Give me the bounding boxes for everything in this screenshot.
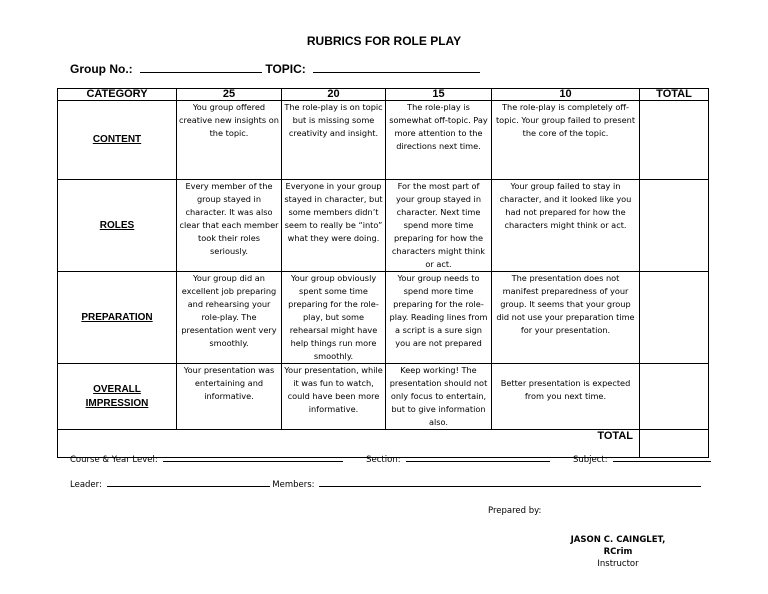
preparation-20: Your group obviously spent some time preparing for the role-play, but some rehearsal might have help things run more smoothly.	[282, 272, 386, 364]
category-content: CONTENT	[58, 101, 177, 180]
leader-label: Leader:	[70, 480, 102, 490]
group-no-label: Group No.:	[70, 62, 133, 76]
header-row	[58, 89, 709, 101]
overall-25: Your presentation was entertaining and informative.	[177, 364, 282, 430]
course-year-label: Course & Year Level:	[70, 455, 158, 465]
section-label: Section:	[366, 455, 401, 465]
group-no-blank[interactable]	[140, 61, 262, 73]
overall-total[interactable]	[640, 364, 709, 430]
group-topic-line	[70, 61, 480, 76]
subject-label: Subject:	[572, 455, 608, 465]
roles-25: Every member of the group stayed in character. It was also clear that each member took their roles seriously.	[177, 180, 282, 272]
roles-total[interactable]	[640, 180, 709, 272]
document-title: RUBRICS FOR ROLE PLAY	[306, 34, 462, 48]
category-roles: ROLES	[58, 180, 177, 272]
content-20: The role-play is on topic but is missing some creativity and insight.	[282, 101, 386, 180]
header-10: 10	[492, 89, 640, 101]
subject-blank[interactable]	[613, 453, 711, 462]
row-roles	[58, 180, 709, 272]
row-content	[58, 101, 709, 180]
overall-10: Better presentation is expected from you next time.	[492, 364, 640, 430]
signer-name: JASON C. CAINGLET, RCrim	[570, 535, 666, 557]
header-15: 15	[386, 89, 492, 101]
rubric-table	[57, 88, 709, 458]
course-year-blank[interactable]	[163, 453, 343, 462]
prepared-by-label: Prepared by:	[488, 506, 542, 516]
content-25: You group offered creative new insights on the topic.	[177, 101, 282, 180]
course-section-subject-line	[70, 453, 711, 465]
preparation-15: Your group needs to spend more time preparing for the role-play. Reading lines from a script is a sure sign you are not prepared	[386, 272, 492, 364]
signer-title: Instructor	[597, 559, 639, 569]
overall-20: Your presentation, while it was fun to watch, could have been more informative.	[282, 364, 386, 430]
roles-20: Everyone in your group stayed in character, but some members didn’t seem to really be “into” what they were doing.	[282, 180, 386, 272]
section-blank[interactable]	[406, 453, 550, 462]
category-overall-impression: OVERALL IMPRESSION	[58, 364, 177, 430]
leader-members-line	[70, 478, 701, 490]
header-20: 20	[282, 89, 386, 101]
header-total: TOTAL	[640, 89, 709, 101]
topic-label: TOPIC:	[265, 62, 306, 76]
grand-total-label: TOTAL	[58, 430, 640, 458]
content-total[interactable]	[640, 101, 709, 180]
preparation-total[interactable]	[640, 272, 709, 364]
preparation-25: Your group did an excellent job preparing and rehearsing your role-play. The presentation went very smoothly.	[177, 272, 282, 364]
topic-blank[interactable]	[313, 61, 480, 73]
members-blank[interactable]	[319, 478, 701, 487]
header-25: 25	[177, 89, 282, 101]
row-preparation	[58, 272, 709, 364]
preparation-10: The presentation does not manifest preparedness of your group. It seems that your group did not use your preparation time for your presentation.	[492, 272, 640, 364]
category-preparation: PREPARATION	[58, 272, 177, 364]
content-15: The role-play is somewhat off-topic. Pay more attention to the directions next time.	[386, 101, 492, 180]
signature-block	[558, 534, 678, 570]
overall-15: Keep working! The presentation should not only focus to entertain, but to give information also.	[386, 364, 492, 430]
roles-15: For the most part of your group stayed in character. Next time spend more time preparing for how the characters might think or act.	[386, 180, 492, 272]
members-label: Members:	[272, 480, 315, 490]
row-overall-impression	[58, 364, 709, 430]
roles-10: Your group failed to stay in character, and it looked like you had not prepared for how the characters might think or act.	[492, 180, 640, 272]
header-category: CATEGORY	[58, 89, 177, 101]
leader-blank[interactable]	[107, 478, 270, 487]
content-10: The role-play is completely off-topic. Your group failed to present the core of the topic.	[492, 101, 640, 180]
